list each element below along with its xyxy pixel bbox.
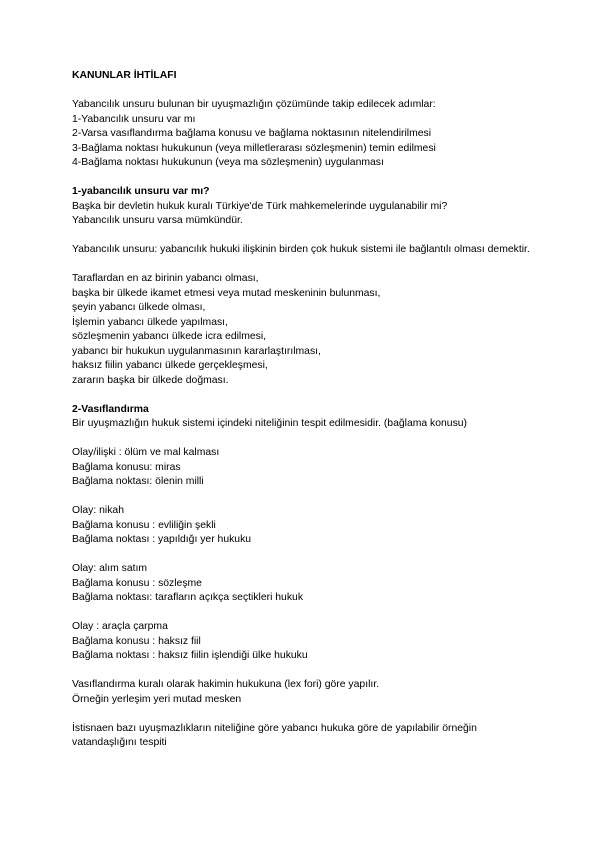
document-body [72,69,532,751]
spacer [72,432,532,447]
section2-rule-example: Örneğin yerleşim yeri mutad mesken [72,693,242,705]
example-block [72,620,532,664]
spacer [72,664,532,679]
example-subject: Bağlama konusu: miras [72,461,181,473]
foreign-element-case: şeyin yabancı ülkede olması, [72,302,206,313]
spacer [72,707,532,722]
step-item: 4-Bağlama noktası hukukunun (veya ma sözleşmenin) uygulanması [72,157,384,168]
example-block [72,562,532,606]
document-title: KANUNLAR İHTİLAFI [72,70,177,81]
example-connecting-factor: Bağlama noktası : haksız fiilin işlendiği ülke hukuku [72,650,308,661]
example-block [72,446,532,490]
example-connecting-factor: Bağlama noktası: ölenin milli [72,476,204,487]
section2-description: Bir uyuşmazlığın hukuk sistemi içindeki niteliğinin tespit edilmesidir. (bağlama konusu) [72,418,468,429]
example-subject: Bağlama konusu : sözleşme [72,577,202,589]
example-subject: Bağlama konusu : evliliğin şekli [72,519,216,531]
example-connecting-factor: Bağlama noktası: tarafların açıkça seçtikleri hukuk [72,592,304,603]
section1-heading: 1-yabancılık unsuru var mı? [72,186,210,197]
example-event: Olay: nikah [72,505,124,516]
section2-rule: Vasıflandırma kuralı olarak hakimin hukukuna (lex fori) göre yapılır. [72,679,380,690]
spacer [72,606,532,621]
section1-definition: Yabancılık unsuru: yabancılık hukuki ilişkinin birden çok hukuk sistemi ile bağlantılı olması demektir. [72,244,530,255]
spacer [72,548,532,563]
spacer [72,84,532,99]
spacer [72,388,532,403]
example-event: Olay: alım satım [72,563,148,574]
spacer [72,258,532,273]
step-item: 1-Yabancılık unsuru var mı [72,113,196,125]
foreign-element-case: sözleşmenin yabancı ülkede icra edilmesi, [72,331,267,342]
foreign-element-case: başka bir ülkede ikamet etmesi veya mutad meskeninin bulunması, [72,287,381,299]
foreign-element-case: İşlemin yabancı ülkede yapılması, [72,316,228,328]
example-event: Olay/ilişki : ölüm ve mal kalması [72,447,220,458]
spacer [72,171,532,186]
spacer [72,490,532,505]
intro-lead: Yabancılık unsuru bulunan bir uyuşmazlığın çözümünde takip edilecek adımlar: [72,99,436,110]
section1-answer: Yabancılık unsuru varsa mümkündür. [72,215,243,226]
step-item: 2-Varsa vasıflandırma bağlama konusu ve bağlama noktasının nitelendirilmesi [72,128,432,139]
foreign-element-case: yabancı bir hukukun uygulanmasının kararlaştırılması, [72,345,321,357]
foreign-element-case: Taraflardan en az birinin yabancı olması, [72,273,259,284]
section2-exception: İstisnaen bazı uyuşmazlıkların niteliğine göre yabancı hukuka göre de yapılabilir örneğin vatandaşlığını tespiti [72,722,477,748]
section2-heading: 2-Vasıflandırma [72,403,149,415]
example-event: Olay : araçla çarpma [72,621,168,632]
foreign-element-case: haksız fiilin yabancı ülkede gerçekleşmesi, [72,360,268,371]
section1-question: Başka bir devletin hukuk kuralı Türkiye'de Türk mahkemelerinde uygulanabilir mi? [72,200,448,212]
example-subject: Bağlama konusu : haksız fiil [72,635,201,647]
foreign-element-case: zararın başka bir ülkede doğması. [72,374,229,386]
spacer [72,229,532,244]
example-connecting-factor: Bağlama noktası : yapıldığı yer hukuku [72,534,252,545]
step-item: 3-Bağlama noktası hukukunun (veya milletlerarası sözleşmenin) temin edilmesi [72,142,436,154]
example-block [72,504,532,548]
